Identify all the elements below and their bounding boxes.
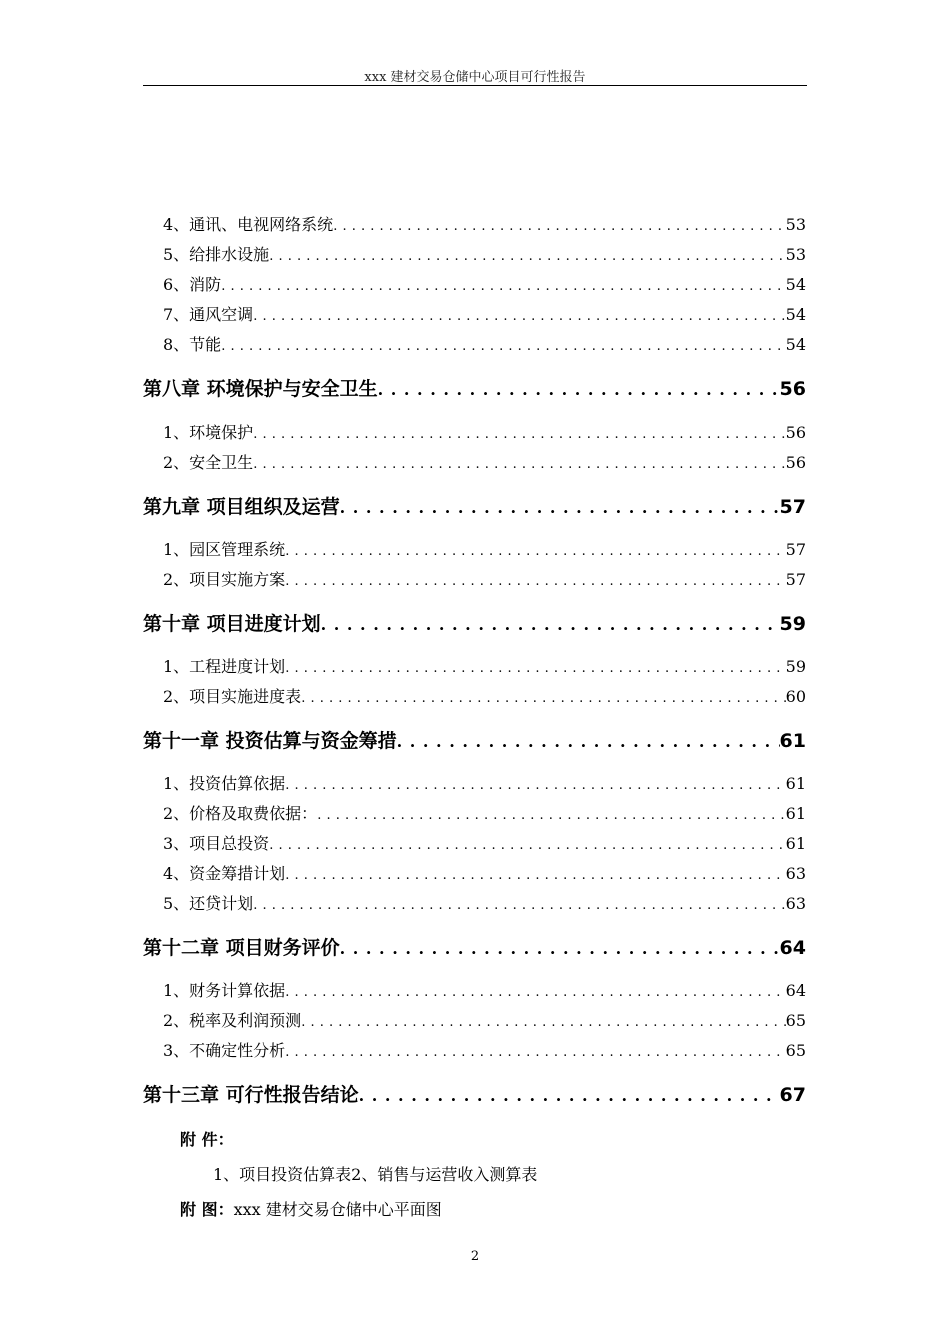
toc-leader-dots (285, 574, 785, 589)
toc-section-title: 3、不确定性分析 (163, 1041, 286, 1060)
toc-page-number: 53 (785, 215, 806, 234)
toc-section-title: 3、项目总投资 (163, 834, 270, 853)
toc-section-entry[interactable] (163, 302, 806, 325)
toc-section-title: 2、项目实施进度表 (163, 687, 302, 706)
toc-page-number: 65 (785, 1041, 806, 1060)
toc-section-title: 2、项目实施方案 (163, 570, 286, 589)
toc-leader-dots (269, 838, 785, 853)
toc-section-title: 6、消防 (163, 275, 222, 294)
toc-section-title: 4、资金筹措计划 (163, 864, 286, 883)
toc-leader-dots (253, 309, 785, 324)
toc-page-number: 54 (785, 305, 806, 324)
toc-page-number: 63 (785, 894, 806, 913)
toc-chapter-entry[interactable] (143, 492, 806, 519)
toc-page-number: 61 (785, 774, 806, 793)
toc-page-number: 60 (785, 687, 806, 706)
toc-leader-dots (301, 691, 785, 706)
toc-page-number: 57 (779, 496, 806, 518)
toc-section-entry[interactable] (163, 420, 806, 443)
toc-leader-dots (285, 778, 785, 793)
toc-leader-dots (221, 339, 785, 354)
toc-section-title: 7、通风空调 (163, 305, 254, 324)
toc-page-number: 64 (785, 981, 806, 1000)
attachments-items: 1、项目投资估算表2、销售与运营收入测算表 (213, 1165, 538, 1184)
toc-chapter-title: 第十二章 项目财务评价 (143, 937, 340, 959)
page-number: 2 (470, 1249, 480, 1264)
toc-section-entry[interactable] (163, 332, 806, 355)
toc-leader-dots (397, 732, 780, 751)
toc-section-entry[interactable] (163, 567, 806, 590)
toc-leader-dots (378, 380, 780, 399)
toc-leader-dots (253, 898, 785, 913)
toc-leader-dots (285, 544, 785, 559)
toc-chapter-title: 第八章 环境保护与安全卫生 (143, 378, 378, 400)
toc-page-number: 53 (785, 245, 806, 264)
toc-page-number: 67 (779, 1084, 806, 1106)
toc-chapter-title: 第十章 项目进度计划 (143, 613, 321, 635)
toc-section-title: 5、还贷计划 (163, 894, 254, 913)
toc-section-title: 2、价格及取费依据： (163, 804, 318, 823)
toc-leader-dots (253, 427, 785, 442)
toc-section-entry[interactable] (163, 684, 806, 707)
toc-page-number: 56 (779, 378, 806, 400)
toc-leader-dots (285, 985, 785, 1000)
toc-page-number: 54 (785, 275, 806, 294)
toc-section-entry[interactable] (163, 978, 806, 1001)
running-header: xxx 建材交易仓储中心项目可行性报告 (364, 70, 586, 85)
figure-line (180, 1197, 442, 1220)
toc-section-title: 5、给排水设施 (163, 245, 270, 264)
toc-section-entry[interactable] (163, 831, 806, 854)
toc-section-title: 2、税率及利润预测 (163, 1011, 302, 1030)
toc-section-entry[interactable] (163, 771, 806, 794)
toc-section-title: 8、节能 (163, 335, 222, 354)
toc-chapter-title: 第十三章 可行性报告结论 (143, 1084, 359, 1106)
toc-section-title: 2、安全卫生 (163, 453, 254, 472)
toc-page-number: 59 (785, 657, 806, 676)
toc-page-number: 56 (785, 423, 806, 442)
figure-text: xxx 建材交易仓储中心平面图 (233, 1200, 442, 1219)
toc-section-entry[interactable] (163, 1038, 806, 1061)
toc-section-entry[interactable] (163, 272, 806, 295)
toc-section-title: 1、园区管理系统 (163, 540, 286, 559)
toc-page-number: 65 (785, 1011, 806, 1030)
toc-page-number: 61 (785, 804, 806, 823)
toc-chapter-title: 第九章 项目组织及运营 (143, 496, 340, 518)
toc-page-number: 59 (779, 613, 806, 635)
figure-label: 附 图： (180, 1200, 234, 1219)
toc-chapter-entry[interactable] (143, 933, 806, 960)
toc-page-number: 61 (779, 730, 806, 752)
toc-section-entry[interactable] (163, 654, 806, 677)
toc-section-title: 1、投资估算依据 (163, 774, 286, 793)
toc-section-entry[interactable] (163, 861, 806, 884)
toc-section-title: 1、财务计算依据 (163, 981, 286, 1000)
toc-leader-dots (285, 1045, 785, 1060)
toc-page-number: 54 (785, 335, 806, 354)
toc-leader-dots (333, 219, 785, 234)
toc-section-entry[interactable] (163, 212, 806, 235)
toc-page-number: 61 (785, 834, 806, 853)
toc-leader-dots (321, 615, 780, 634)
toc-section-entry[interactable] (163, 242, 806, 265)
toc-chapter-entry[interactable] (143, 374, 806, 401)
toc-leader-dots (359, 1086, 780, 1105)
toc-leader-dots (221, 279, 785, 294)
toc-section-title: 4、通讯、电视网络系统 (163, 215, 334, 234)
attachments-label: 附 件： (180, 1130, 234, 1149)
toc-section-entry[interactable] (163, 891, 806, 914)
toc-leader-dots (301, 1015, 785, 1030)
toc-leader-dots (285, 661, 785, 676)
toc-leader-dots (340, 939, 780, 958)
header-rule (143, 85, 807, 86)
toc-leader-dots (317, 808, 785, 823)
toc-leader-dots (269, 249, 785, 264)
toc-section-entry[interactable] (163, 801, 806, 824)
toc-leader-dots (253, 457, 785, 472)
toc-chapter-entry[interactable] (143, 726, 806, 753)
toc-page-number: 56 (785, 453, 806, 472)
toc-page-number: 57 (785, 540, 806, 559)
toc-page-number: 57 (785, 570, 806, 589)
toc-section-title: 1、工程进度计划 (163, 657, 286, 676)
toc-page-number: 63 (785, 864, 806, 883)
toc-section-entry[interactable] (163, 1008, 806, 1031)
toc-section-entry[interactable] (163, 450, 806, 473)
toc-leader-dots (285, 868, 785, 883)
toc-leader-dots (340, 498, 780, 517)
toc-page-number: 64 (779, 937, 806, 959)
toc-section-title: 1、环境保护 (163, 423, 254, 442)
toc-section-entry[interactable] (163, 537, 806, 560)
toc-chapter-title: 第十一章 投资估算与资金筹措 (143, 730, 397, 752)
toc-chapter-entry[interactable] (143, 1080, 806, 1107)
toc-chapter-entry[interactable] (143, 609, 806, 636)
